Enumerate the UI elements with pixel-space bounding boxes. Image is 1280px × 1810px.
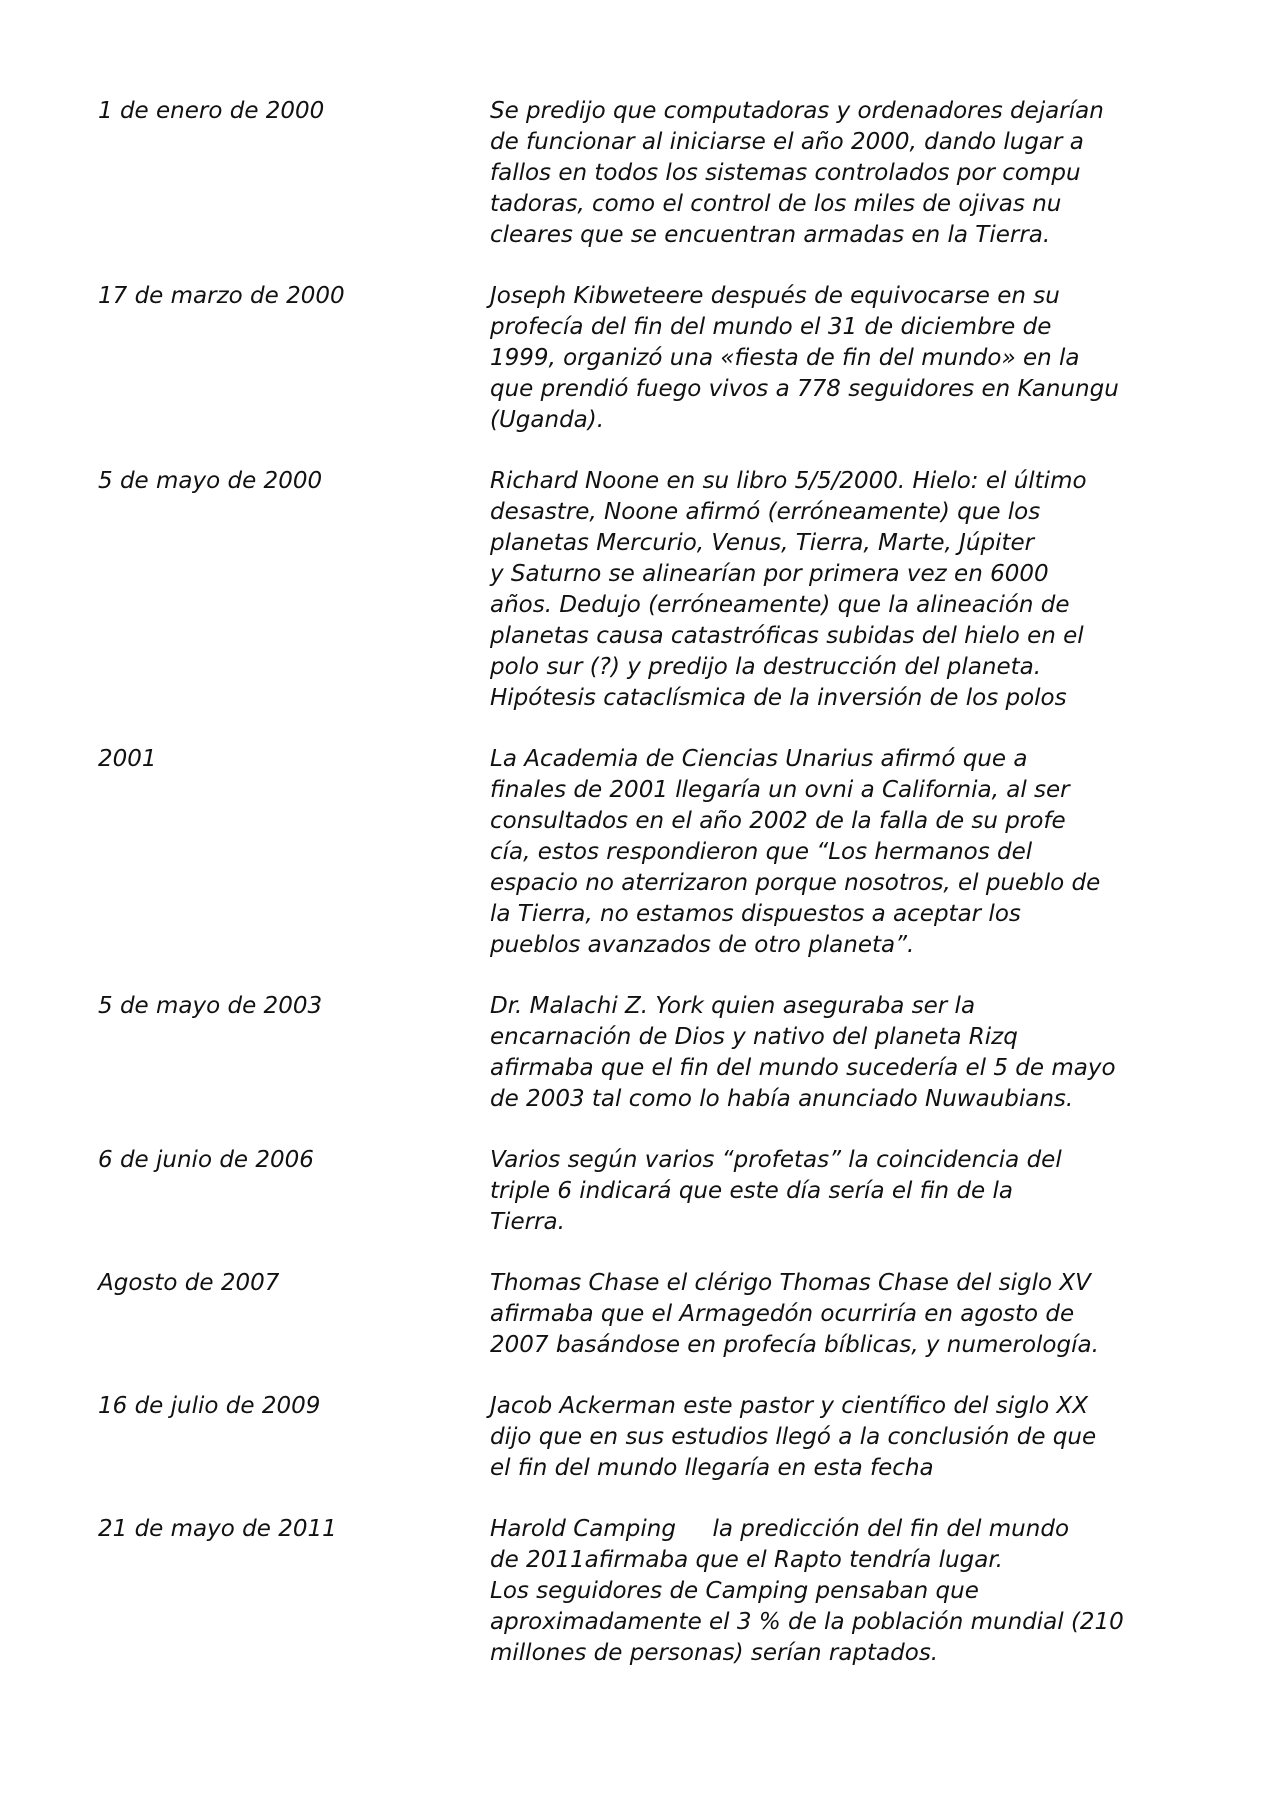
entry-description [490, 744, 1180, 961]
description-line: (Uganda). [490, 407, 605, 433]
entry-description [490, 1391, 1180, 1484]
entry-date: Agosto de 2007 [98, 1270, 280, 1296]
entry-description [490, 991, 1180, 1115]
description-line: La Academia de Ciencias Unarius afirmó que a [490, 746, 1028, 772]
description-line: tadoras, como el control de los miles de ojivas nu [490, 191, 1062, 217]
entry-description [490, 96, 1180, 251]
prophecy-entry [98, 1145, 1198, 1238]
entry-date: 6 de junio de 2006 [98, 1147, 314, 1173]
entry-description [490, 281, 1180, 436]
prophecy-entry [98, 96, 1198, 251]
prophecy-entry [98, 1391, 1198, 1484]
entry-date: 2001 [98, 746, 157, 772]
description-line: finales de 2001 llegaría un ovni a California, al ser [490, 777, 1070, 803]
prophecy-entry [98, 466, 1198, 714]
description-line: encarnación de Dios y nativo del planeta Rizq [490, 1024, 1018, 1050]
prophecy-entry [98, 991, 1198, 1115]
description-line: Hipótesis cataclísmica de la inversión de los polos [490, 685, 1067, 711]
entry-description [490, 1145, 1180, 1238]
description-line: cía, estos respondieron que “Los hermanos del [490, 839, 1033, 865]
prophecy-entry [98, 1514, 1198, 1669]
description-line: triple 6 indicará que este día sería el fin de la [490, 1178, 1013, 1204]
prophecy-entry [98, 744, 1198, 961]
description-line: dijo que en sus estudios llegó a la conclusión de que [490, 1424, 1097, 1450]
description-line: cleares que se encuentran armadas en la Tierra. [490, 222, 1051, 248]
description-line: afirmaba que el fin del mundo sucedería el 5 de mayo [490, 1055, 1116, 1081]
prophecy-entry [98, 281, 1198, 436]
description-line: Joseph Kibweteere después de equivocarse en su [490, 283, 1060, 309]
description-line: aproximadamente el 3 % de la población mundial (210 [490, 1609, 1124, 1635]
description-line: Thomas Chase el clérigo Thomas Chase del siglo XV [490, 1270, 1091, 1296]
description-line: planetas causa catastróficas subidas del hielo en el [490, 623, 1084, 649]
description-line: 1999, organizó una «fiesta de fin del mundo» en la [490, 345, 1080, 371]
description-line: polo sur (?) y predijo la destrucción del planeta. [490, 654, 1042, 680]
description-line: de funcionar al iniciarse el año 2000, dando lugar a [490, 129, 1084, 155]
description-line: Richard Noone en su libro 5/5/2000. Hielo: el último [490, 468, 1087, 494]
prophecy-list [98, 96, 1198, 1699]
description-line: años. Dedujo (erróneamente) que la alineación de [490, 592, 1070, 618]
description-line: Tierra. [490, 1209, 565, 1235]
entry-date: 21 de mayo de 2011 [98, 1516, 337, 1542]
description-line: Jacob Ackerman este pastor y científico del siglo XX [490, 1393, 1089, 1419]
description-line: Varios según varios “profetas” la coincidencia del [490, 1147, 1062, 1173]
description-line: consultados en el año 2002 de la falla de su profe [490, 808, 1066, 834]
description-line: desastre, Noone afirmó (erróneamente) que los [490, 499, 1041, 525]
description-line: profecía del fin del mundo el 31 de diciembre de [490, 314, 1052, 340]
description-line: Se predijo que computadoras y ordenadores dejarían [490, 98, 1104, 124]
description-line: la Tierra, no estamos dispuestos a aceptar los [490, 901, 1021, 927]
description-line: fallos en todos los sistemas controlados por compu [490, 160, 1081, 186]
entry-date: 17 de marzo de 2000 [98, 283, 345, 309]
entry-description [490, 466, 1180, 714]
description-line: de 2003 tal como lo había anunciado Nuwaubians. [490, 1086, 1074, 1112]
description-line: de 2011afirmaba que el Rapto tendría lugar. [490, 1547, 1003, 1573]
entry-description [490, 1514, 1180, 1669]
description-line: 2007 basándose en profecía bíblicas, y numerología. [490, 1332, 1099, 1358]
entry-date: 16 de julio de 2009 [98, 1393, 321, 1419]
description-line: pueblos avanzados de otro planeta”. [490, 932, 915, 958]
entry-date: 5 de mayo de 2003 [98, 993, 323, 1019]
description-line: millones de personas) serían raptados. [490, 1640, 939, 1666]
description-line: planetas Mercurio, Venus, Tierra, Marte, Júpiter [490, 530, 1035, 556]
entry-date: 5 de mayo de 2000 [98, 468, 323, 494]
prophecy-entry [98, 1268, 1198, 1361]
description-line: el fin del mundo llegaría en esta fecha [490, 1455, 934, 1481]
description-line: Los seguidores de Camping pensaban que [490, 1578, 979, 1604]
description-line: espacio no aterrizaron porque nosotros, el pueblo de [490, 870, 1101, 896]
entry-date: 1 de enero de 2000 [98, 98, 325, 124]
description-line: Dr. Malachi Z. York quien aseguraba ser la [490, 993, 976, 1019]
description-line: y Saturno se alinearían por primera vez en 6000 [490, 561, 1049, 587]
description-line: afirmaba que el Armagedón ocurriría en agosto de [490, 1301, 1075, 1327]
entry-description [490, 1268, 1180, 1361]
description-line: Harold Camping la predicción del fin del mundo [490, 1516, 1070, 1542]
description-line: que prendió fuego vivos a 778 seguidores en Kanungu [490, 376, 1119, 402]
